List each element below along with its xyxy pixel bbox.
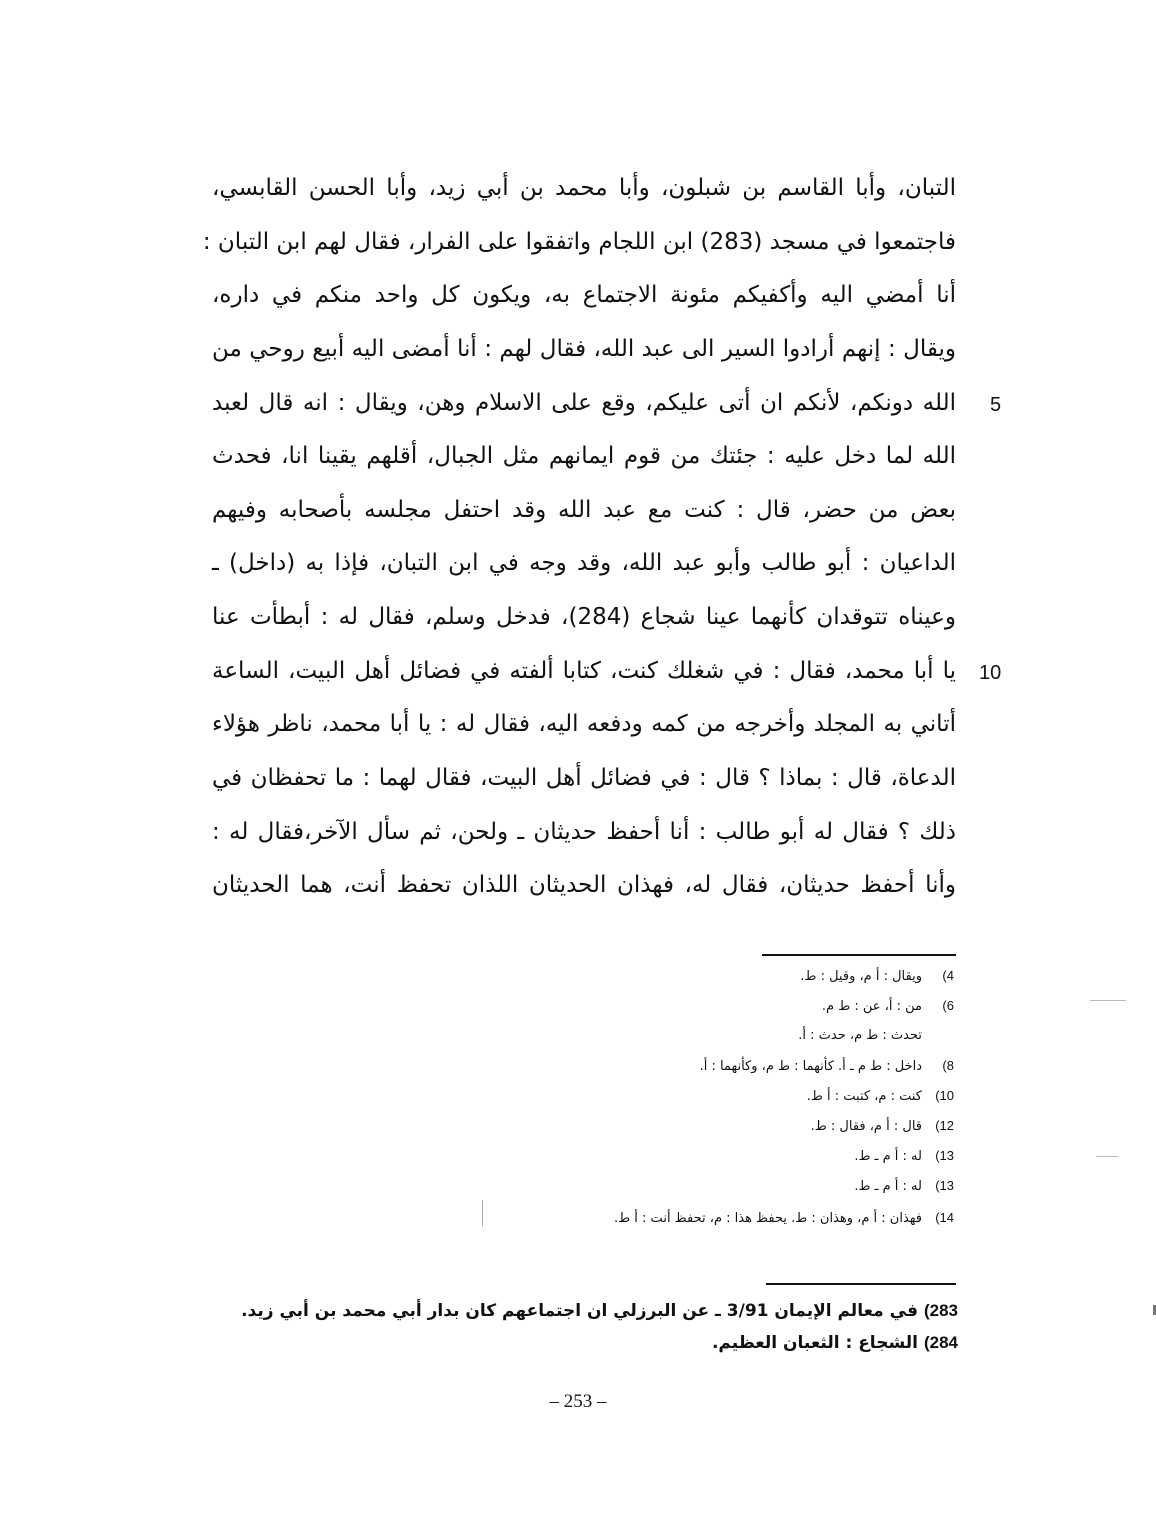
variant-line bbox=[811, 1111, 954, 1142]
footnote-text: في معالم الإيمان 3/91 ـ عن البرزلي ان اجتماعهم كان بدار أبي محمد بن أبي زيد. bbox=[241, 1301, 918, 1321]
text-line-7: بعض من حضر، قال : كنت مع عبد الله وقد احتفل مجلسه بأصحابه وفيهم bbox=[212, 497, 956, 523]
text-line-8: الداعيان : أبو طالب وأبو عبد الله، وقد وجه في ابن التبان، فإذا به (داخل) ـ bbox=[212, 550, 956, 576]
text-line-4: ويقال : إنهم أرادوا السير الى عبد الله، فقال لهم : أنا أمضى اليه أبيع روحي من bbox=[212, 336, 956, 362]
footnotes-separator bbox=[766, 1283, 956, 1285]
variant-text: ويقال : أ م، وقيل : ط. bbox=[800, 969, 922, 984]
variant-text: فهذان : أ م، وهذان : ط. يحفظ هذا : م، تحفظ أنت : أ ط. bbox=[614, 1211, 922, 1226]
variant-text: له : أ م ـ ط. bbox=[854, 1179, 922, 1194]
text-line-6: الله لما دخل عليه : جئتك من قوم ايمانهم مثل الجبال، أقلهم يقينا انا، فحدث bbox=[212, 443, 956, 469]
variant-text: من : أ، عن : ط م. bbox=[821, 999, 922, 1014]
variant-text: تحدث : ط م، حدث : أ. bbox=[798, 1028, 922, 1043]
text-line-10: يا أبا محمد، فقال : في شغلك كنت، كتابا ألفته في فضائل أهل البيت، الساعة bbox=[212, 658, 956, 684]
text-line-14: وأنا أحفظ حديثان، فقال له، فهذان الحديثان اللذان تحفظ أنت، هما الحديثان bbox=[212, 872, 956, 898]
text-line-5: الله دونكم، لأنكم ان أتى عليكم، وقع على الاسلام وهن، ويقال : انه قال لعبد bbox=[212, 390, 956, 416]
variant-text: له : أ م ـ ط. bbox=[854, 1149, 922, 1164]
footnote-number: 284) bbox=[923, 1333, 958, 1352]
footnote-283 bbox=[241, 1297, 958, 1325]
variant-number: 6) bbox=[942, 998, 954, 1013]
text-line-13: ذلك ؟ فقال له أبو طالب : أنا أحفظ حديثان ـ ولحن، ثم سأل الآخر،فقال له : bbox=[212, 819, 956, 845]
footnote-284 bbox=[712, 1329, 958, 1357]
variant-number: 14) bbox=[935, 1210, 954, 1225]
text-line-1: التبان، وأبا القاسم بن شبلون، وأبا محمد بن أبي زيد، وأبا الحسن القابسي، bbox=[212, 175, 956, 201]
variant-line bbox=[800, 961, 954, 992]
variant-number: 8) bbox=[942, 1058, 954, 1073]
variant-number: 10) bbox=[935, 1088, 954, 1103]
page-number: – 253 – bbox=[549, 1391, 607, 1412]
variant-line bbox=[822, 991, 954, 1022]
line-number-10: 10 bbox=[979, 662, 1002, 684]
footnote-text: الشجاع : الثعبان العظيم. bbox=[711, 1333, 918, 1353]
variant-text: داخل : ط م ـ أ. كأنهما : ط م، وكأنهما : أ. bbox=[699, 1059, 922, 1074]
variant-number: 12) bbox=[935, 1118, 954, 1133]
variant-line bbox=[798, 1021, 954, 1051]
variant-line bbox=[614, 1203, 954, 1234]
variant-number: 4) bbox=[942, 968, 954, 983]
text-line-3: أنا أمضي اليه وأكفيكم مئونة الاجتماع به، ويكون كل واحد منكم في داره، bbox=[212, 282, 956, 308]
variants-separator bbox=[762, 954, 956, 956]
footnote-number: 283) bbox=[923, 1301, 958, 1320]
variant-line bbox=[807, 1081, 954, 1112]
variant-text: قال : أ م، فقال : ط. bbox=[810, 1119, 922, 1134]
variant-line bbox=[854, 1171, 954, 1202]
variant-number: 13) bbox=[935, 1148, 954, 1163]
variant-line bbox=[854, 1141, 954, 1172]
text-line-12: الدعاة، قال : بماذا ؟ قال : في فضائل أهل البيت، فقال لهما : ما تحفظان في bbox=[212, 765, 956, 791]
variant-line bbox=[700, 1051, 954, 1082]
scan-mark bbox=[1090, 1000, 1126, 1001]
line-number-5: 5 bbox=[990, 394, 1002, 416]
scan-mark bbox=[1096, 1156, 1118, 1157]
text-line-2: فاجتمعوا في مسجد (283) ابن اللجام واتفقوا على الفرار، فقال لهم ابن التبان : bbox=[202, 229, 956, 255]
text-line-9: وعيناه تتوقدان كأنهما عينا شجاع (284)، فدخل وسلم، فقال له : أبطأت عنا bbox=[212, 604, 956, 630]
variant-number: 13) bbox=[935, 1178, 954, 1193]
text-line-11: أتاني به المجلد وأخرجه من كمه ودفعه اليه، فقال له : يا أبا محمد، ناظر هؤلاء bbox=[212, 711, 956, 737]
scan-mark bbox=[482, 1200, 483, 1226]
variant-text: كنت : م، كتبت : أ ط. bbox=[806, 1089, 922, 1104]
